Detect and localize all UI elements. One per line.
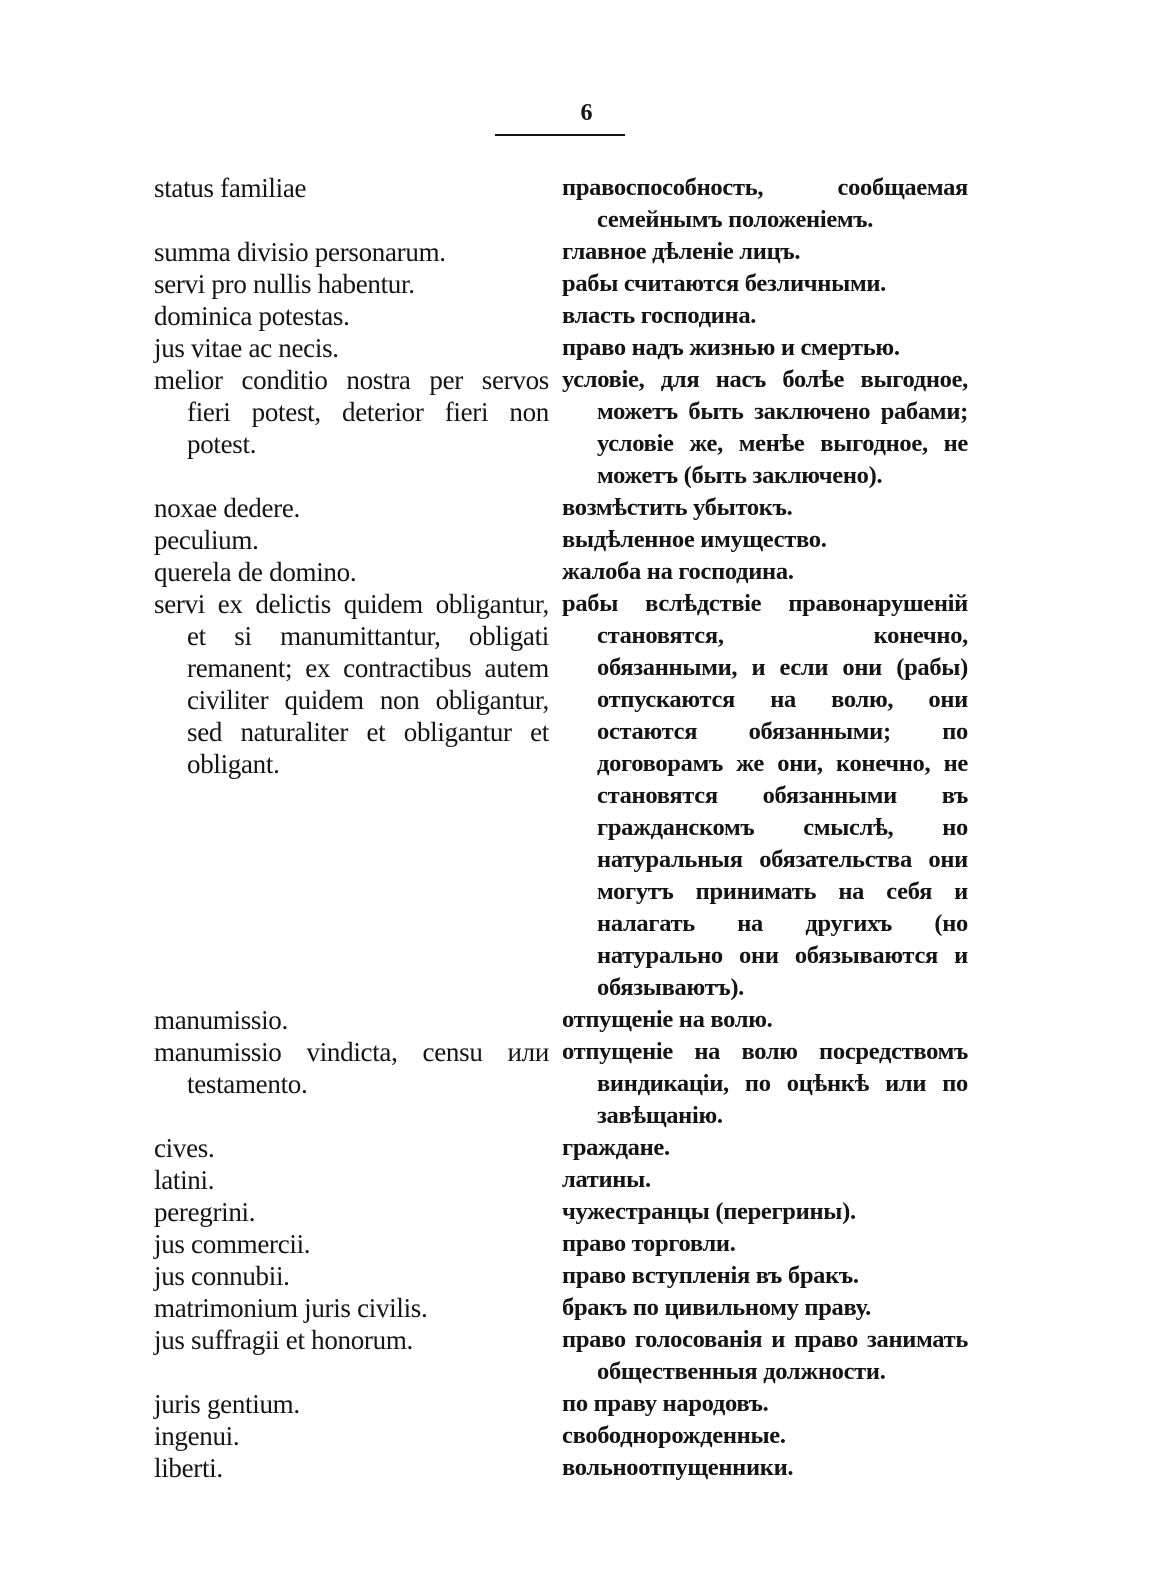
latin-term: servi pro nullis habentur. <box>154 269 415 299</box>
glossary-entry <box>0 300 1163 332</box>
russian-translation: чужестранцы (перегрины). <box>562 1198 856 1225</box>
russian-translation: отпущеніе на волю. <box>562 1006 773 1033</box>
header-rule <box>495 134 625 136</box>
russian-translation: выдѣленное имущество. <box>562 526 827 553</box>
glossary-entry <box>0 524 1163 556</box>
latin-term: jus suffragii et honorum. <box>154 1325 413 1355</box>
latin-term: peregrini. <box>154 1197 256 1227</box>
russian-translation: рабы вслѣдствіе правонарушеній становятся, конечно, обязанными, и если они (рабы) отпускаются на волю, они остаются обязанными; по договорамъ же они, конечно, не становятся обязанными въ гражданскомъ смыслѣ, но натуральныя обязательства они могутъ принимать на себя и налагать на другихъ (но натурально они обязываются и обязываютъ). <box>562 590 968 1001</box>
russian-translation: право торговли. <box>562 1230 736 1257</box>
latin-term: querela de domino. <box>154 557 357 587</box>
russian-translation: бракъ по цивильному праву. <box>562 1294 871 1321</box>
glossary-entry <box>0 364 1163 492</box>
russian-translation: вольноотпущенники. <box>562 1454 794 1481</box>
latin-term: juris gentium. <box>154 1389 300 1419</box>
russian-translation: условіе, для насъ болѣе выгодное, можетъ быть заключено рабами; условіе же, менѣе выгодное, не можетъ (быть заключено). <box>562 366 968 489</box>
latin-term: peculium. <box>154 525 259 555</box>
russian-translation: граждане. <box>562 1134 670 1161</box>
glossary-entry <box>0 1292 1163 1324</box>
glossary-entry <box>0 1420 1163 1452</box>
glossary-entry <box>0 268 1163 300</box>
glossary-entry <box>0 588 1163 1004</box>
glossary-entry <box>0 172 1163 236</box>
latin-term: jus commercii. <box>154 1229 311 1259</box>
latin-term: summa divisio personarum. <box>154 237 446 267</box>
glossary-entry <box>0 1004 1163 1036</box>
latin-term: latini. <box>154 1165 215 1195</box>
latin-term: jus vitae ac necis. <box>154 333 339 363</box>
glossary-entry <box>0 1036 1163 1132</box>
latin-term: matrimonium juris civilis. <box>154 1293 428 1323</box>
russian-translation: право голосованія и право занимать общественныя должности. <box>562 1326 968 1385</box>
russian-translation: свободнорожденные. <box>562 1422 786 1449</box>
russian-translation: власть господина. <box>562 302 757 329</box>
glossary-entry <box>0 1196 1163 1228</box>
glossary-entry <box>0 236 1163 268</box>
russian-translation: право надъ жизнью и смертью. <box>562 334 900 361</box>
glossary-entry <box>0 1164 1163 1196</box>
glossary-entries <box>0 172 1163 1484</box>
russian-translation: главное дѣленіе лицъ. <box>562 238 801 265</box>
latin-term: noxae dedere. <box>154 493 301 523</box>
russian-translation: рабы считаются безличными. <box>562 270 886 297</box>
russian-translation: по праву народовъ. <box>562 1390 769 1417</box>
page-number: 6 <box>580 100 593 126</box>
latin-term: jus connubii. <box>154 1261 290 1291</box>
glossary-entry <box>0 556 1163 588</box>
latin-term: liberti. <box>154 1453 223 1483</box>
latin-term: cives. <box>154 1133 215 1163</box>
latin-term: ingenui. <box>154 1421 240 1451</box>
latin-term: manumissio. <box>154 1005 288 1035</box>
glossary-entry <box>0 332 1163 364</box>
glossary-entry <box>0 1388 1163 1420</box>
glossary-entry <box>0 492 1163 524</box>
latin-term: status familiae <box>154 173 307 203</box>
glossary-entry <box>0 1324 1163 1388</box>
russian-translation: отпущеніе на волю посредствомъ виндикаціи, по оцѣнкѣ или по завѣщанію. <box>562 1038 968 1129</box>
latin-term: manumissio vindicta, censu или testamento. <box>154 1037 549 1099</box>
latin-term: servi ex delictis quidem obligantur, et si manumittantur, obligati remanent; ex contractibus autem civiliter quidem non obligantur, sed naturaliter et obligantur et obligant. <box>154 589 549 779</box>
russian-translation: жалоба на господина. <box>562 558 794 585</box>
russian-translation: правоспособность, сообщаемая семейнымъ положеніемъ. <box>562 174 968 233</box>
glossary-entry <box>0 1260 1163 1292</box>
glossary-entry <box>0 1228 1163 1260</box>
latin-term: dominica potestas. <box>154 301 350 331</box>
latin-term: melior conditio nostra per servos fieri potest, deterior fieri non potest. <box>154 365 549 459</box>
russian-translation: возмѣстить убытокъ. <box>562 494 793 521</box>
glossary-entry <box>0 1132 1163 1164</box>
russian-translation: право вступленія въ бракъ. <box>562 1262 859 1289</box>
glossary-entry <box>0 1452 1163 1484</box>
russian-translation: латины. <box>562 1166 651 1193</box>
